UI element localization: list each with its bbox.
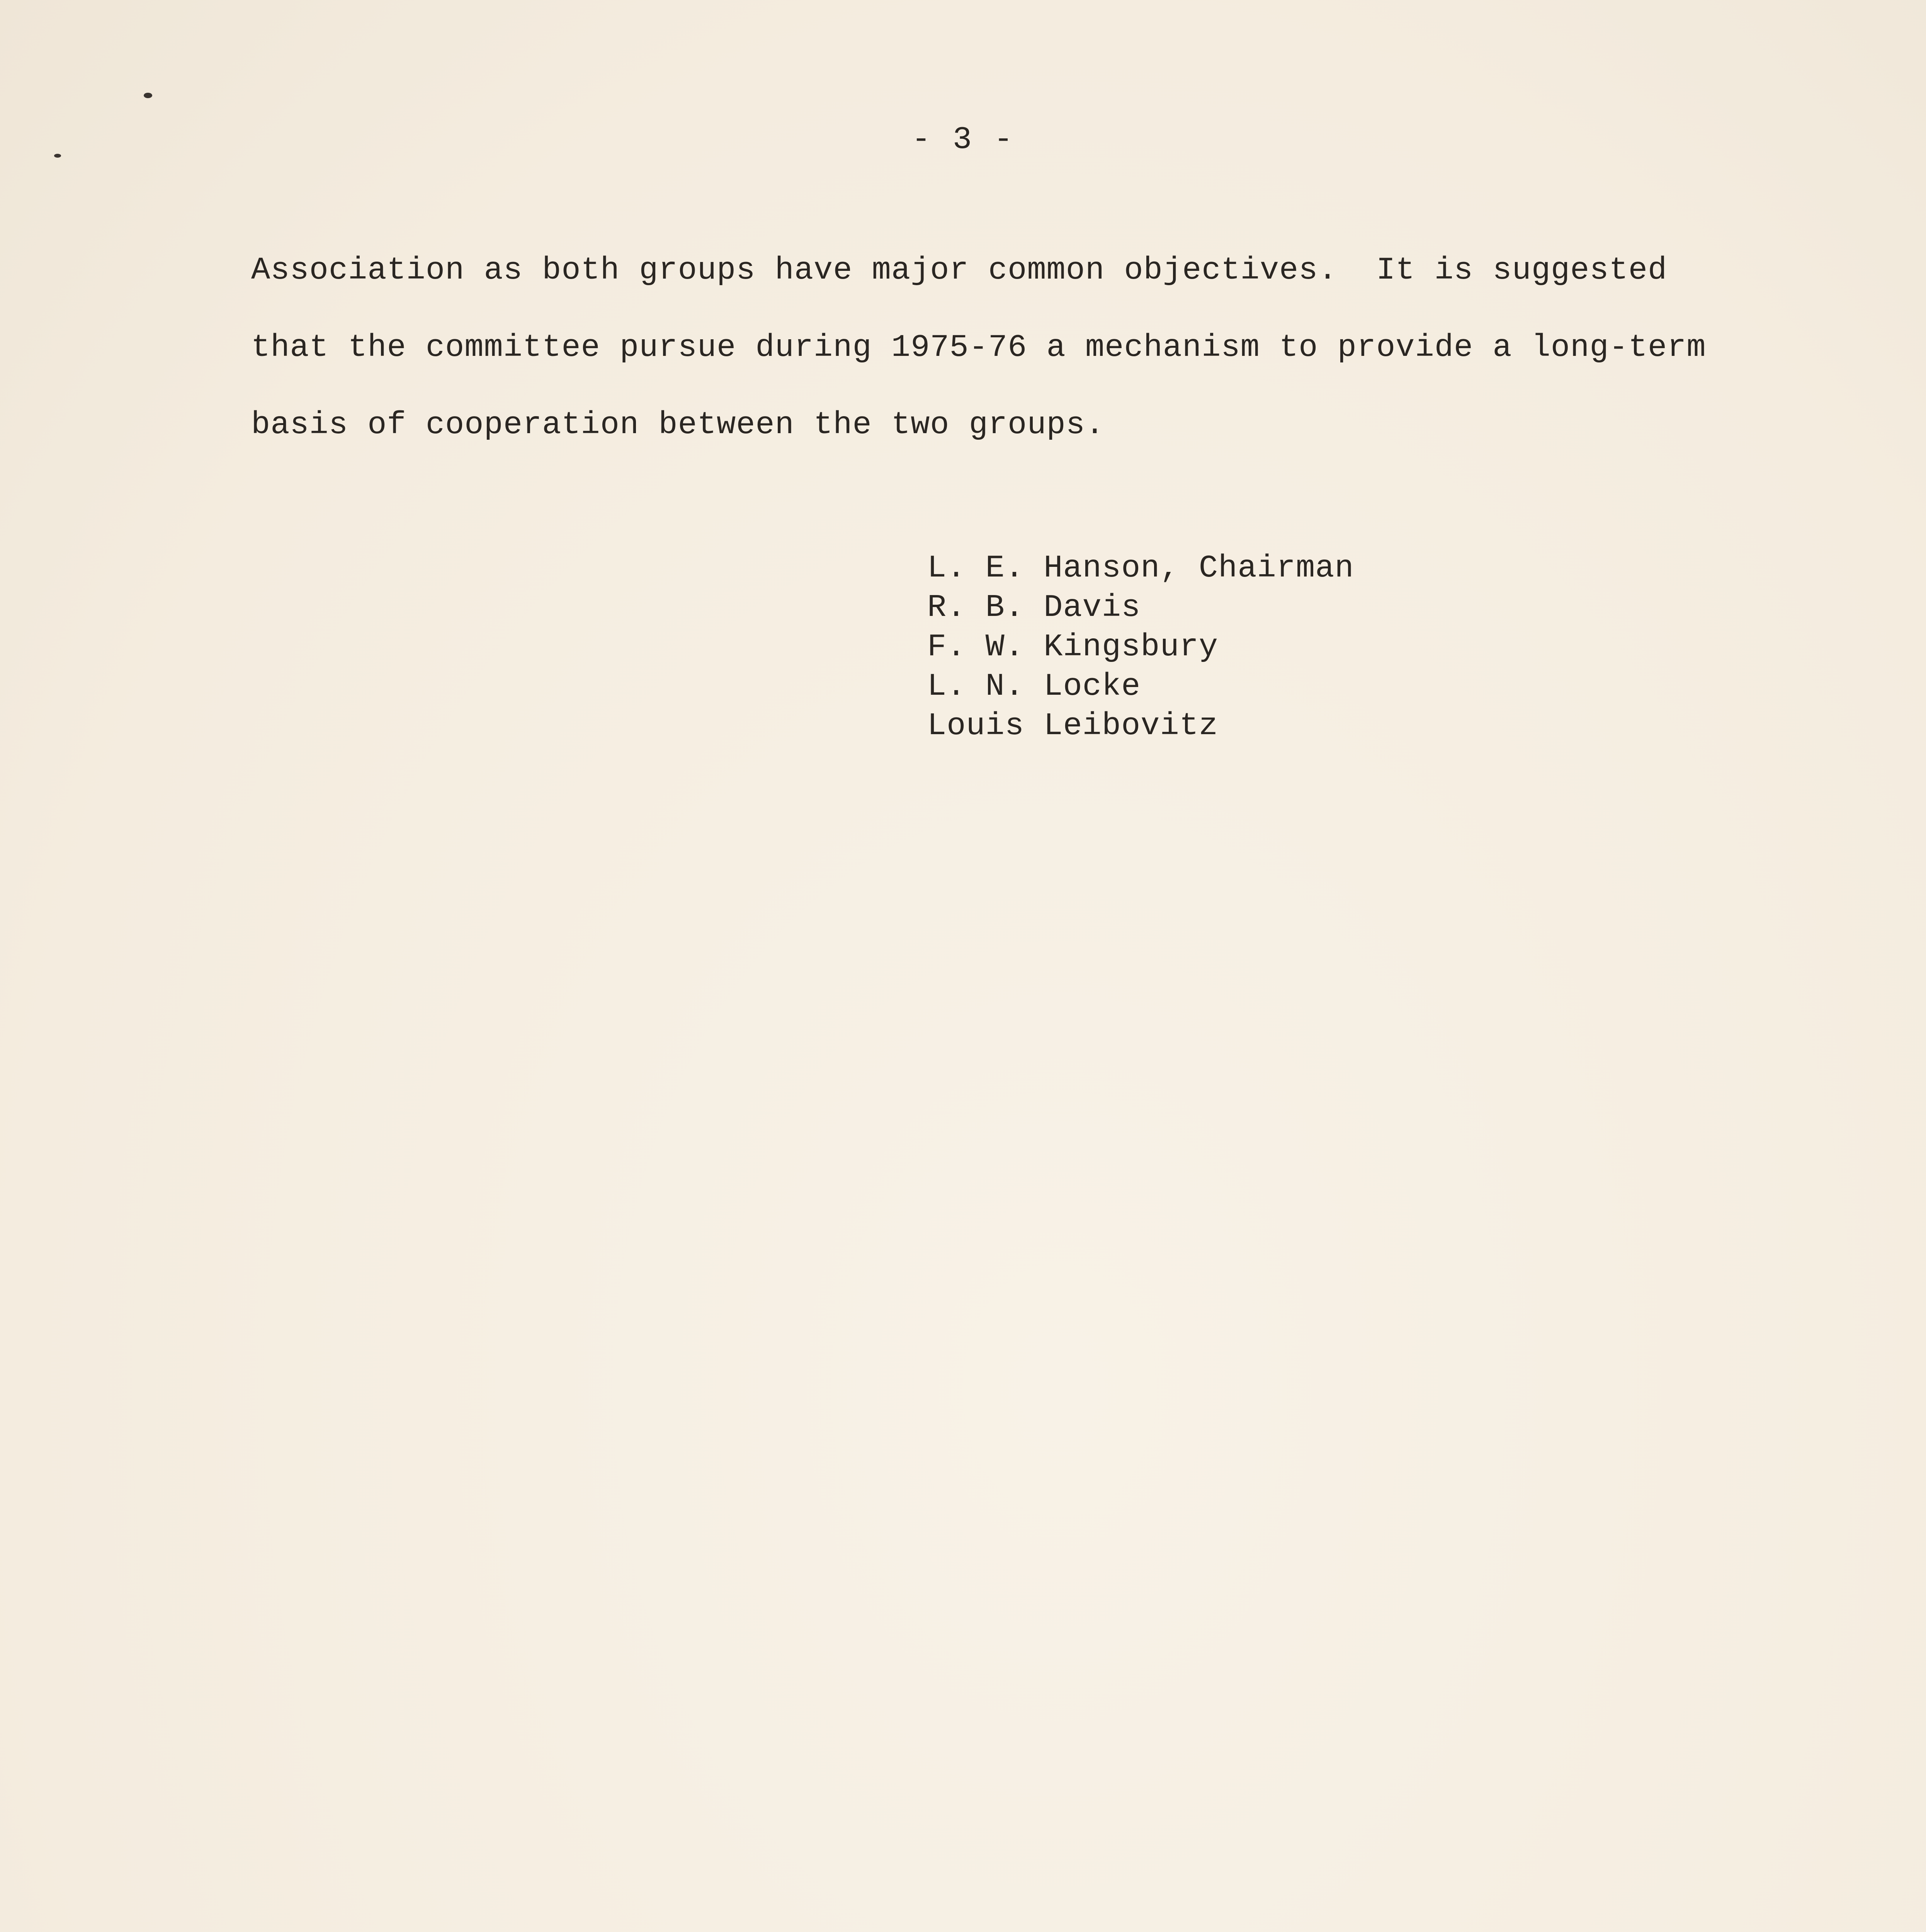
signatory-name: R. B. Davis bbox=[927, 590, 1141, 626]
page-number: - 3 - bbox=[911, 122, 1015, 158]
body-paragraph bbox=[251, 232, 1797, 464]
signatory-name: Louis Leibovitz bbox=[927, 708, 1219, 744]
paragraph-line: basis of cooperation between the two groups. bbox=[251, 407, 1105, 443]
ink-speck bbox=[144, 93, 152, 98]
signatory-name: F. W. Kingsbury bbox=[927, 629, 1219, 665]
signatory-list bbox=[927, 549, 1354, 746]
signatory-name: L. E. Hanson, Chairman bbox=[927, 550, 1354, 586]
paragraph-line: Association as both groups have major common objectives. It is suggested bbox=[251, 252, 1668, 288]
signatory-name: L. N. Locke bbox=[927, 668, 1141, 704]
paragraph-line: that the committee pursue during 1975-76 a mechanism to provide a long-term bbox=[251, 330, 1706, 366]
